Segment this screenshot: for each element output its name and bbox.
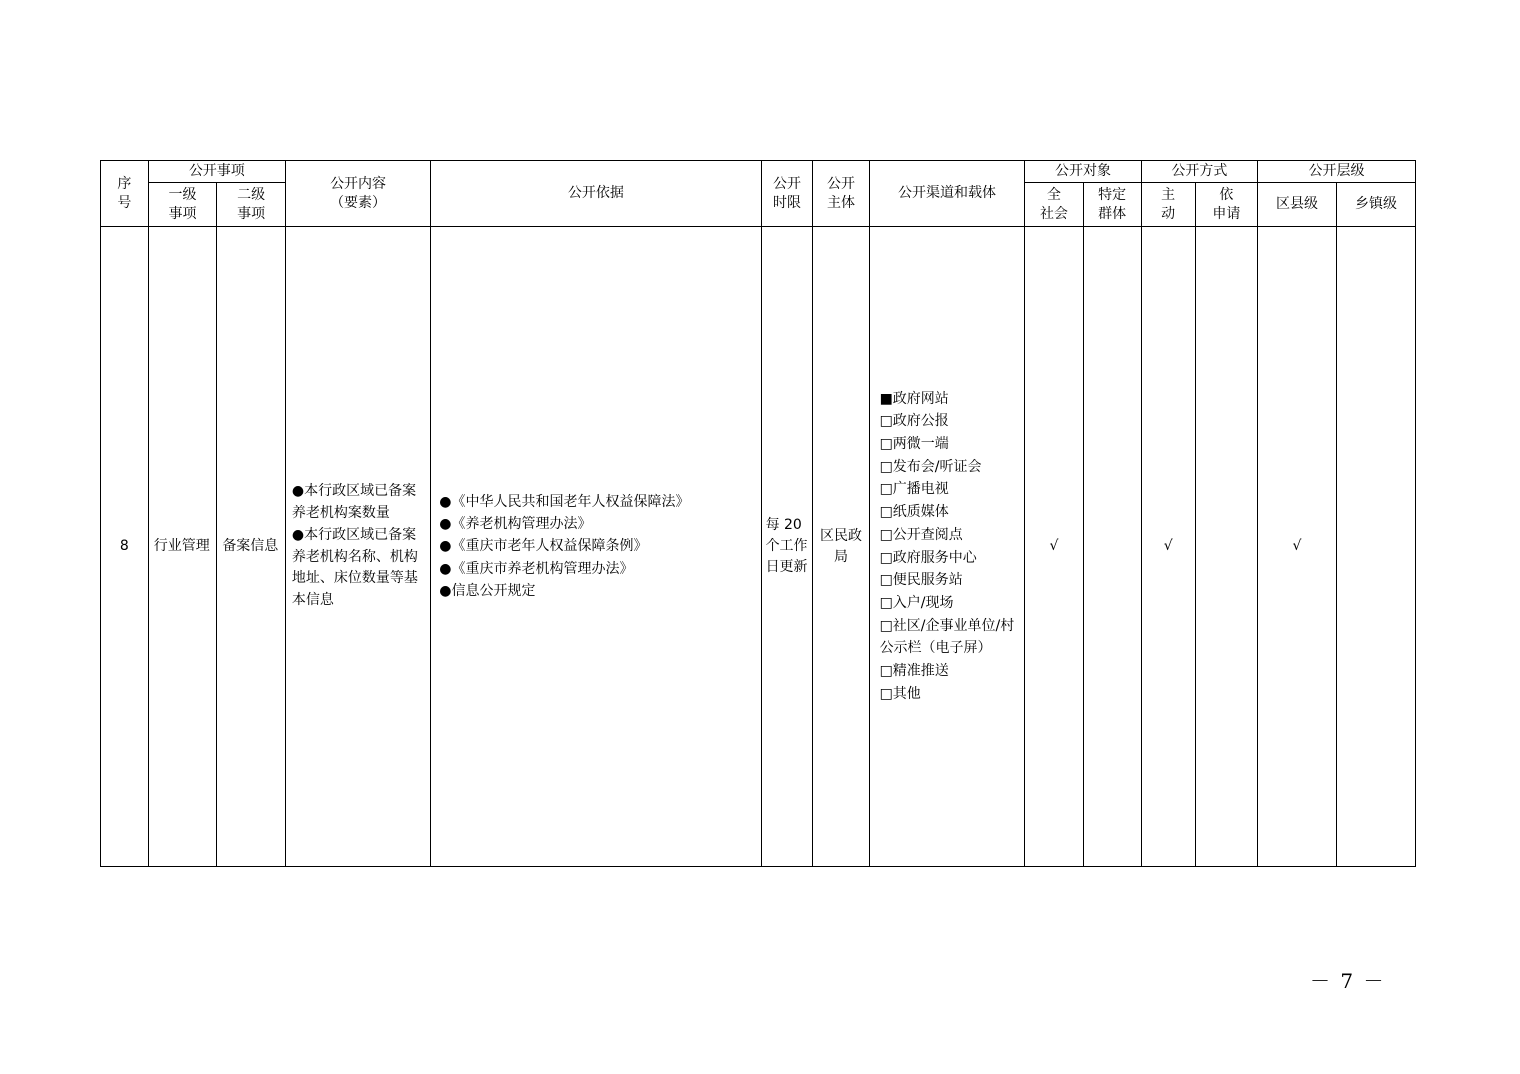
cell-level-town (1336, 227, 1415, 867)
channel-option[interactable] (880, 456, 1015, 479)
checkbox-unchecked-icon[interactable]: □ (879, 662, 893, 679)
header-level2-line1: 二级 (237, 186, 266, 203)
checkbox-checked-icon[interactable]: ■ (879, 390, 893, 407)
channel-option-label: 精准推送 (892, 662, 949, 679)
channel-option-label: 公开查阅点 (892, 526, 963, 543)
channel-option[interactable] (880, 683, 1015, 706)
header-level-town: 乡镇级 (1336, 183, 1415, 227)
header-content-line1: 公开内容 (330, 175, 387, 192)
channel-option[interactable] (880, 660, 1015, 683)
content-item: ●本行政区域已备案养老机构案数量 (291, 483, 417, 522)
channel-option[interactable] (880, 388, 1015, 411)
table-header-row-top (101, 161, 1416, 183)
channel-option[interactable] (880, 478, 1015, 501)
header-basis: 公开依据 (431, 161, 761, 227)
cell-level-district: √ (1257, 227, 1336, 867)
cell-audience-all: √ (1025, 227, 1083, 867)
channel-option-label: 便民服务站 (892, 572, 963, 589)
checkbox-unchecked-icon[interactable]: □ (879, 504, 893, 521)
basis-items-list (431, 487, 760, 607)
channel-option-label: 两微一端 (892, 436, 949, 453)
basis-item: ●《中华人民共和国老年人权益保障法》 (439, 493, 690, 510)
checkbox-unchecked-icon[interactable]: □ (879, 481, 893, 498)
header-level2 (217, 183, 286, 227)
table-row (101, 227, 1416, 867)
checkbox-unchecked-icon[interactable]: □ (879, 413, 893, 430)
header-seq-line2: 号 (117, 194, 132, 211)
header-subject (813, 161, 869, 227)
disclosure-catalog-table (100, 160, 1416, 867)
page-number: － 7 － (1310, 969, 1386, 993)
cell-subject (813, 227, 869, 867)
deadline-text: 每 20 个工作日更新 (765, 517, 808, 575)
header-deadline-line2: 时限 (773, 194, 802, 211)
cell-basis (431, 227, 761, 867)
header-seq-line1: 序 (117, 175, 132, 192)
header-content (285, 161, 430, 227)
header-content-line2: （要素） (330, 194, 387, 211)
channel-option-label: 广播电视 (892, 481, 949, 498)
channel-option-label: 其他 (892, 685, 921, 702)
header-method-active-line2: 动 (1161, 205, 1176, 222)
channel-option-label: 社区/企事业单位/村公示栏（电子屏） (879, 617, 1015, 657)
checkbox-unchecked-icon[interactable]: □ (879, 458, 893, 475)
header-method-active-line1: 主 (1161, 186, 1176, 203)
header-audience-specific-line2: 群体 (1098, 205, 1127, 222)
cell-channels (869, 227, 1025, 867)
content-item: ●本行政区域已备案养老机构名称、机构地址、床位数量等基本信息 (291, 526, 418, 608)
cell-method-active: √ (1141, 227, 1195, 867)
header-subject-line1: 公开 (827, 175, 856, 192)
header-audience-specific-line1: 特定 (1098, 186, 1127, 203)
channel-option[interactable] (880, 524, 1015, 547)
header-deadline-line1: 公开 (773, 175, 802, 192)
header-level-group: 公开层级 (1257, 161, 1415, 183)
cell-deadline (761, 227, 813, 867)
checkbox-unchecked-icon[interactable]: □ (879, 549, 893, 566)
channel-option-label: 政府公报 (892, 413, 949, 430)
channel-option[interactable] (880, 547, 1015, 570)
header-subject-line2: 主体 (827, 194, 856, 211)
basis-item: ●《重庆市养老机构管理办法》 (439, 560, 634, 577)
header-method-request-line2: 申请 (1212, 205, 1241, 222)
header-deadline (761, 161, 813, 227)
header-level1-line2: 事项 (168, 205, 197, 222)
cell-method-request (1195, 227, 1257, 867)
basis-item: ●信息公开规定 (439, 583, 536, 600)
cell-content (285, 227, 430, 867)
channel-option-label: 入户/现场 (892, 594, 954, 611)
cell-audience-specific (1083, 227, 1141, 867)
channel-option-label: 政府网站 (892, 390, 949, 407)
content-items-list (286, 477, 430, 615)
cell-level2 (217, 227, 286, 867)
header-audience-all-line1: 全 (1046, 186, 1061, 203)
header-audience-all-line2: 社会 (1039, 205, 1068, 222)
header-method-request (1195, 183, 1257, 227)
cell-level1 (148, 227, 217, 867)
header-seq (101, 161, 149, 227)
channel-option[interactable] (880, 433, 1015, 456)
channel-checkbox-list (870, 384, 1025, 709)
subject-text: 区民政局 (820, 527, 863, 565)
channel-option-label: 纸质媒体 (892, 504, 949, 521)
channel-option[interactable] (880, 615, 1015, 660)
basis-item: ●《养老机构管理办法》 (439, 515, 592, 532)
checkbox-unchecked-icon[interactable]: □ (879, 572, 893, 589)
header-method-request-line1: 依 (1219, 186, 1234, 203)
header-method-active (1141, 183, 1195, 227)
channel-option[interactable] (880, 410, 1015, 433)
header-level2-line2: 事项 (237, 205, 266, 222)
channel-option[interactable] (880, 501, 1015, 524)
header-open-item-group: 公开事项 (148, 161, 285, 183)
header-method-group: 公开方式 (1141, 161, 1257, 183)
basis-item: ●《重庆市老年人权益保障条例》 (439, 538, 648, 555)
checkbox-unchecked-icon[interactable]: □ (879, 685, 893, 702)
header-audience-all (1025, 183, 1083, 227)
header-level1-line1: 一级 (168, 186, 197, 203)
checkbox-unchecked-icon[interactable]: □ (879, 526, 893, 543)
checkbox-unchecked-icon[interactable]: □ (879, 436, 893, 453)
cell-level1-text: 行业管理 (153, 538, 210, 555)
cell-level2-text: 备案信息 (222, 538, 279, 555)
checkbox-unchecked-icon[interactable]: □ (879, 594, 893, 611)
header-audience-specific (1083, 183, 1141, 227)
channel-option-label: 发布会/听证会 (892, 458, 982, 475)
header-level1 (148, 183, 217, 227)
channel-option-label: 政府服务中心 (892, 549, 977, 566)
header-audience-group: 公开对象 (1025, 161, 1141, 183)
channel-option[interactable] (880, 569, 1015, 592)
checkbox-unchecked-icon[interactable]: □ (879, 617, 893, 634)
header-level-district: 区县级 (1257, 183, 1336, 227)
channel-option[interactable] (880, 592, 1015, 615)
cell-seq: 8 (101, 227, 149, 867)
header-channel: 公开渠道和载体 (869, 161, 1025, 227)
